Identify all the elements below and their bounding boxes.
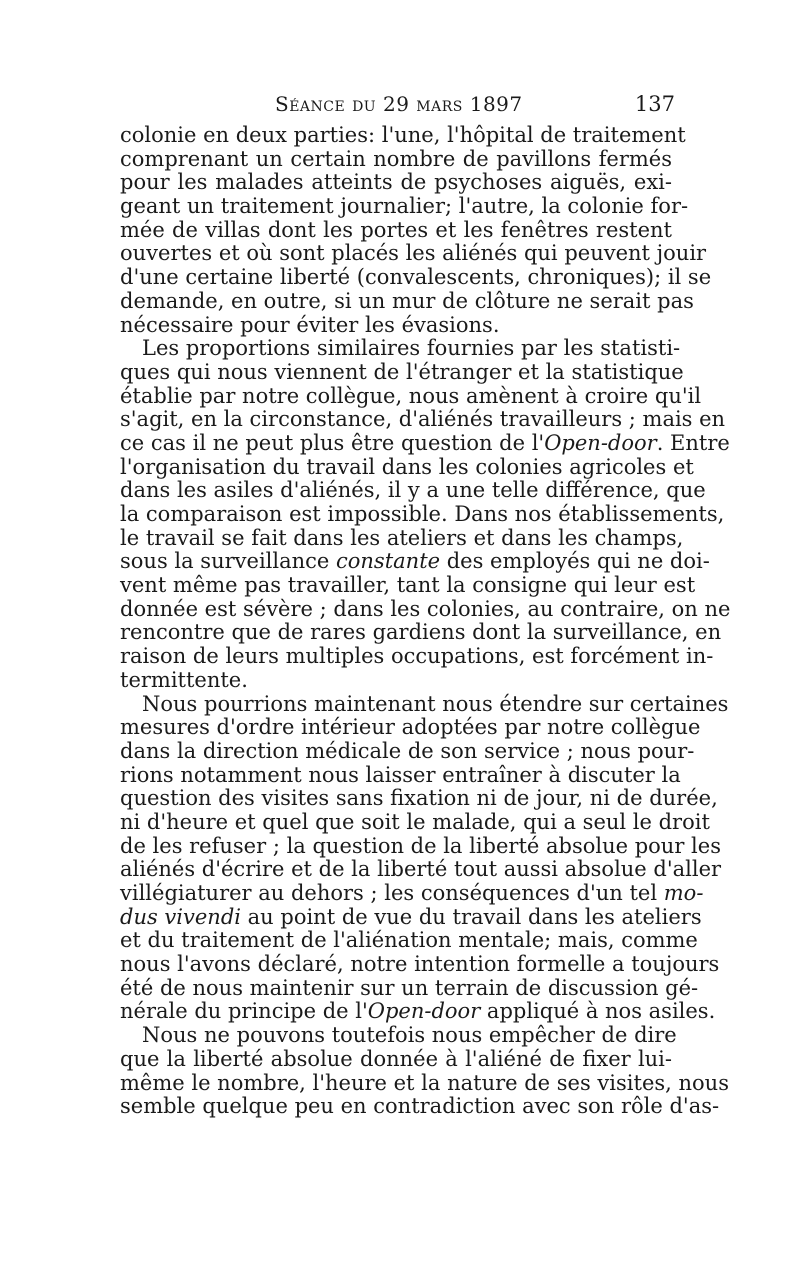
text-segment: . Entre: [656, 430, 730, 455]
text-line: termittente.: [120, 667, 248, 692]
page-number: 137: [634, 92, 675, 116]
text-line: [120, 430, 730, 456]
text-segment: sous la surveillance: [120, 549, 336, 574]
text-line: geant un traitement journalier; l'autre, la colonie for-: [120, 194, 689, 219]
text-segment: ce cas il ne peut plus être question de l': [120, 430, 545, 455]
text-line: [120, 904, 702, 930]
text-line: et du traitement de l'aliénation mentale; mais, comme: [120, 928, 698, 953]
text-line: donnée est sévère ; dans les colonies, au contraire, on ne: [120, 596, 731, 621]
italic-term: constante: [336, 549, 441, 574]
text-line: vent même pas travailler, tant la consigne qui leur est: [120, 573, 696, 598]
text-line: ouvertes et où sont placés les aliénés qui peuvent jouir: [120, 241, 707, 266]
text-line: nécessaire pour éviter les évasions.: [120, 312, 500, 337]
text-line: [120, 881, 704, 906]
text-line: ques qui nous viennent de l'étranger et la statistique: [120, 359, 684, 384]
text-line: dans les asiles d'aliénés, il y a une telle différence, que: [120, 478, 706, 503]
text-line: s'agit, en la circonstance, d'aliénés travailleurs ; mais en: [120, 407, 726, 432]
text-line: comprenant un certain nombre de pavillons fermés: [120, 146, 672, 171]
text-line: même le nombre, l'heure et la nature de ses visites, nous: [120, 1070, 729, 1095]
text-segment: villégiaturer au dehors ; les conséquences d'un tel: [120, 881, 664, 905]
text-line: raison de leurs multiples occupations, est forcément in-: [120, 644, 714, 669]
text-line: aliénés d'écrire et de la liberté tout aussi absolue d'aller: [120, 857, 722, 882]
text-line: ni d'heure et quel que soit le malade, qui a seul le droit: [120, 809, 710, 834]
text-line: colonie en deux parties: l'une, l'hôpital de traitement: [120, 123, 686, 147]
text-segment: nérale du principe de l': [120, 999, 368, 1024]
text-line: de les refuser ; la question de la liberté absolue pour les: [120, 833, 721, 858]
text-line: la comparaison est impossible. Dans nos établissements,: [120, 502, 725, 526]
text-line: rencontre que de rares gardiens dont la surveillance, en: [120, 620, 722, 645]
title-day: 29: [382, 92, 410, 116]
text-line: été de nous maintenir sur un terrain de discussion gé-: [120, 975, 699, 1000]
text-line: le travail se fait dans les ateliers et dans les champs,: [120, 525, 684, 550]
title-month: mars: [416, 92, 463, 116]
text-segment: au point de vue du travail dans les ateliers: [240, 904, 702, 929]
text-line: mesures d'ordre intérieur adoptées par notre collègue: [120, 715, 701, 740]
text-segment: des employés qui ne doi-: [440, 549, 710, 574]
running-head: [120, 92, 675, 122]
text-line: rions notamment nous laisser entraîner à discuter la: [120, 762, 681, 787]
text-line: nous l'avons déclaré, notre intention formelle a toujours: [120, 952, 720, 977]
text-line: Nous ne pouvons toutefois nous empêcher de dire: [142, 1023, 677, 1048]
text-line: demande, en outre, si un mur de clôture ne serait pas: [120, 288, 694, 313]
italic-term: Open-door: [367, 999, 481, 1024]
text-line: établie par notre collègue, nous amènent à croire qu'il: [120, 383, 702, 408]
text-line: dans la direction médicale de son service ; nous pour-: [120, 738, 695, 763]
title-word-du: du: [352, 92, 377, 116]
text-segment: appliqué à nos asiles.: [480, 999, 716, 1024]
running-title: [275, 92, 523, 116]
body-text: [120, 123, 731, 1119]
text-line: question des visites sans fixation ni de jour, ni de durée,: [120, 786, 718, 811]
title-year: 1897: [469, 92, 523, 116]
text-line: [120, 549, 710, 574]
text-line: mée de villas dont les portes et les fenêtres restent: [120, 217, 672, 242]
text-line: pour les malades atteints de psychoses aiguës, exi-: [120, 170, 672, 195]
italic-term: dus vivendi: [120, 904, 241, 929]
text-line: d'une certaine liberté (convalescents, chroniques); il se: [120, 265, 712, 290]
italic-term: mo-: [663, 881, 704, 905]
text-line: Nous pourrions maintenant nous étendre sur certaines: [142, 691, 729, 716]
text-line: semble quelque peu en contradiction avec son rôle d'as-: [120, 1094, 720, 1119]
title-word-seance: Séance: [275, 92, 346, 116]
text-line: que la liberté absolue donnée à l'aliéné de fixer lui-: [120, 1046, 672, 1071]
text-line: l'organisation du travail dans les colonies agricoles et: [120, 454, 694, 479]
italic-term: Open-door: [544, 430, 657, 455]
text-line: [120, 999, 716, 1024]
text-line: Les proportions similaires fournies par les statisti-: [142, 336, 681, 361]
